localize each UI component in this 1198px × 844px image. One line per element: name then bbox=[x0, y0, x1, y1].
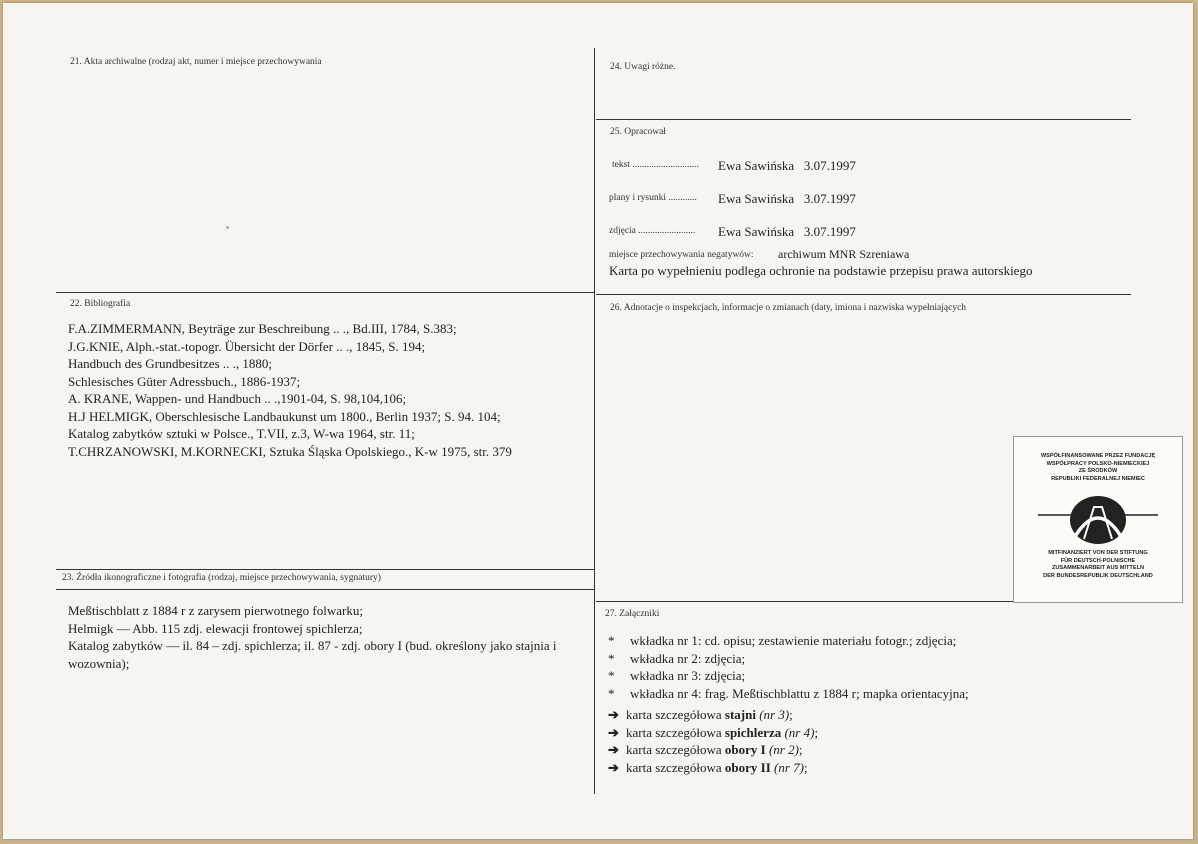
bibliography-item: Schlesisches Güter Adressbuch., 1886-1937; bbox=[68, 373, 301, 389]
arrow-right-icon: ➔ bbox=[608, 707, 619, 722]
section-26-label: 26. Adnotacje o inspekcjach, informacje o zmianach (daty, imiona i nazwiska wypełniających bbox=[610, 303, 967, 313]
bibliography-item: A. KRANE, Wappen- und Handbuch .. .,1901-04, S. 98,104,106; bbox=[68, 391, 407, 406]
bibliography-item: T.CHRZANOWSKI, M.KORNECKI, Sztuka Śląska Opolskiego., K-w 1975, str. 379 bbox=[68, 443, 512, 459]
bullet-marker: * bbox=[608, 685, 615, 701]
copyright-note: Karta po wypełnieniu podlega ochronie na podstawie przepisu prawa autorskiego bbox=[609, 263, 1033, 278]
iconography-line: Katalog zabytków — il. 84 – zdj. spichlerza; il. 87 - zdj. obory I (bud. określony jako stajnia i bbox=[68, 638, 557, 653]
bullet-marker: * bbox=[608, 668, 615, 683]
section-24-label: 24. Uwagi różne. bbox=[610, 62, 676, 72]
stamp-german-text: MITFINANZIERT VON DER STIFTUNG FÜR DEUTSCH-POLNISCHE ZUSAMMENARBEIT AUS MITTELN DER BUNDESREPUBLIK DEUTSCHLAND bbox=[1043, 550, 1153, 579]
author-text-key: tekst ............................ bbox=[612, 160, 699, 170]
paper-speck bbox=[226, 226, 229, 229]
iconography-list bbox=[68, 602, 590, 672]
section-27-label: 27. Załączniki bbox=[605, 609, 660, 619]
attachment-item: * wkładka nr 4: frag. Meßtischblattu z 1884 r; mapka orientacyjna; bbox=[608, 685, 969, 701]
detail-card-item: ➔ karta szczegółowa stajni (nr 3); bbox=[608, 707, 793, 722]
detail-card-item: ➔ karta szczegółowa spichlerza (nr 4); bbox=[608, 724, 819, 740]
section-21-label: 21. Akta archiwalne (rodzaj akt, numer i miejsce przechowywania bbox=[70, 57, 322, 67]
divider-upper-lower-left bbox=[56, 292, 594, 293]
bullet-marker: * bbox=[608, 633, 615, 648]
bibliography-item: F.A.ZIMMERMANN, Beyträge zur Beschreibung .. ., Bd.III, 1784, S.383; bbox=[68, 321, 457, 336]
author-plans-key: plany i rysunki ............ bbox=[609, 193, 697, 203]
iconography-line: Helmigk — Abb. 115 zdj. elewacji frontowej spichlerza; bbox=[68, 620, 363, 636]
attachment-item: * wkładka nr 1: cd. opisu; zestawienie materiału fotogr.; zdjęcia; bbox=[608, 633, 957, 648]
bullet-marker: * bbox=[608, 650, 615, 666]
author-photos-value: Ewa Sawińska 3.07.1997 bbox=[718, 224, 856, 239]
attachment-item: * wkładka nr 3: zdjęcia; bbox=[608, 668, 746, 683]
arrow-right-icon: ➔ bbox=[608, 759, 619, 775]
section-23-label: 23. Źródła ikonograficzne i fotografia (rodzaj, miejsce przechowywania, sygnatury) bbox=[62, 573, 381, 583]
stamp-polish-text: WSPÓŁFINANSOWANE PRZEZ FUNDACJĘ WSPÓŁPRACY POLSKO-NIEMIECKIEJ ZE ŚRODKÓW REPUBLIKI FEDERALNEJ NIEMIEC bbox=[1040, 453, 1156, 482]
bibliography-item: Handbuch des Grundbesitzes .. ., 1880; bbox=[68, 356, 272, 371]
negatives-location-value: archiwum MNR Szreniawa bbox=[778, 247, 910, 261]
arrow-right-icon: ➔ bbox=[608, 724, 619, 740]
section-22-label: 22. Bibliografia bbox=[70, 299, 131, 309]
bibliography-item: J.G.KNIE, Alph.-stat.-topogr. Übersicht der Dörfer .. ., 1845, S. 194; bbox=[68, 338, 426, 354]
negatives-location-label: miejsce przechowywania negatywów: bbox=[609, 250, 754, 260]
detail-card-item: ➔ karta szczegółowa obory II (nr 7); bbox=[608, 759, 808, 775]
iconography-line: Meßtischblatt z 1884 r z zarysem pierwotnego folwarku; bbox=[68, 603, 363, 618]
divider-upper-lower-right bbox=[596, 294, 1131, 295]
author-photos-key: zdjęcia ........................ bbox=[609, 226, 696, 236]
iconography-line: wozownia); bbox=[68, 655, 130, 671]
divider-22-23 bbox=[56, 569, 594, 570]
center-divider bbox=[594, 48, 595, 794]
bridge-logo-icon bbox=[1038, 495, 1158, 547]
funding-stamp bbox=[1013, 436, 1183, 603]
divider-24-25 bbox=[596, 119, 1131, 120]
author-plans-value: Ewa Sawińska 3.07.1997 bbox=[718, 191, 856, 206]
attachments-list bbox=[608, 632, 969, 702]
attachment-item: * wkładka nr 2: zdjęcia; bbox=[608, 650, 746, 666]
bibliography-list bbox=[68, 320, 512, 460]
bibliography-item: Katalog zabytków sztuki w Polsce., T.VII, z.3, W-wa 1964, str. 11; bbox=[68, 426, 415, 441]
divider-23-content bbox=[56, 589, 594, 590]
bibliography-item: H.J HELMIGK, Oberschlesische Landbaukunst um 1800., Berlin 1937; S. 94. 104; bbox=[68, 408, 501, 424]
author-text-value: Ewa Sawińska 3.07.1997 bbox=[718, 158, 856, 173]
detail-card-item: ➔ karta szczegółowa obory I (nr 2); bbox=[608, 742, 803, 757]
section-25-label: 25. Opracował bbox=[610, 127, 666, 137]
arrow-right-icon: ➔ bbox=[608, 742, 619, 757]
detail-cards-list bbox=[608, 706, 818, 776]
